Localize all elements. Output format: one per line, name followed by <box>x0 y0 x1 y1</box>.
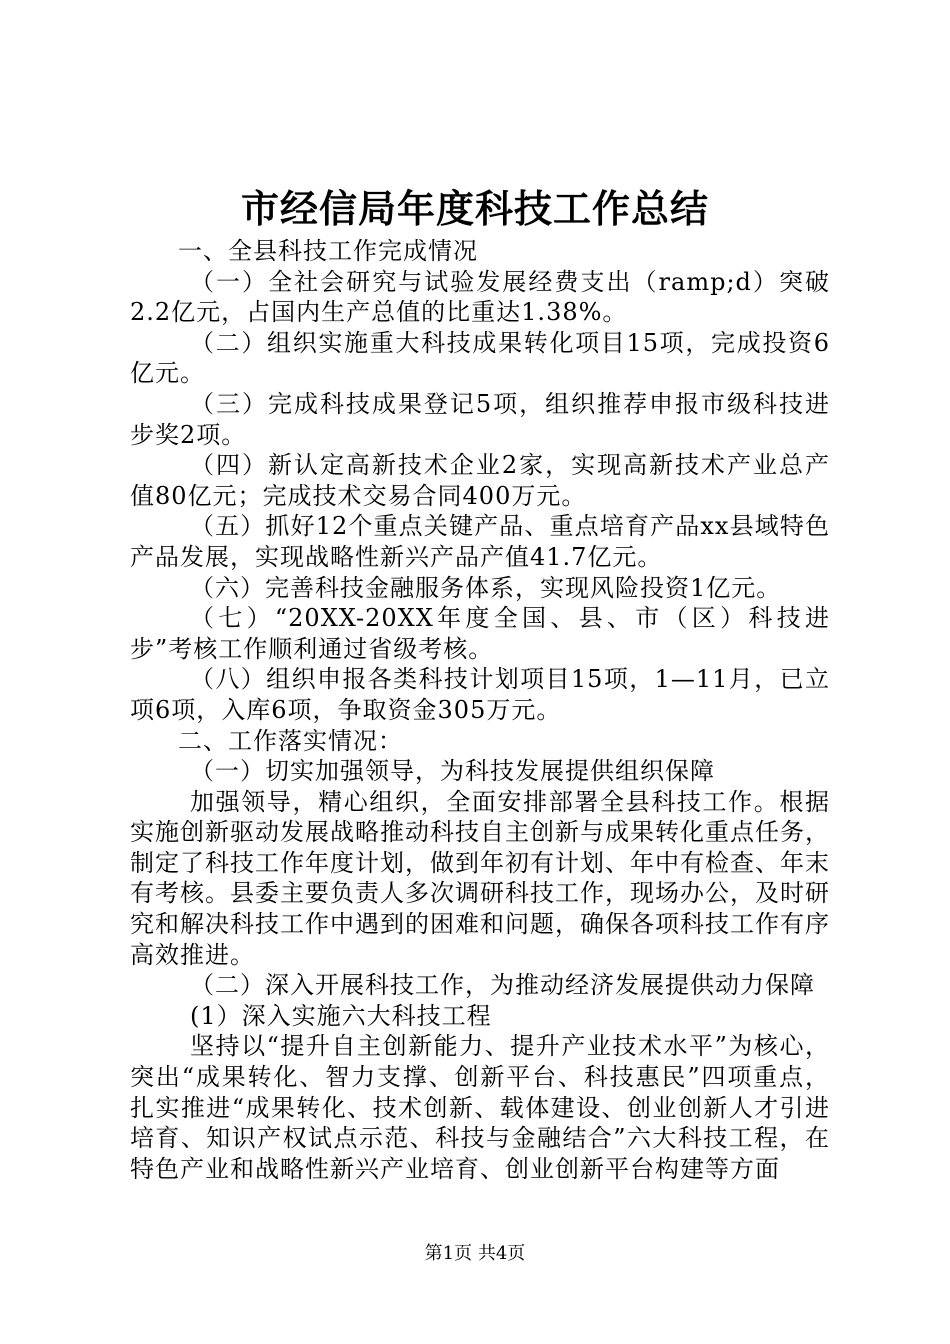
list-item: （五）抓好12个重点关键产品、重点培育产品xx县域特色产品发展，实现战略性新兴产品产值41.7亿元。 <box>130 512 830 571</box>
body-paragraph: 坚持以“提升自主创新能力、提升产业技术水平”为核心，突出“成果转化、智力支撑、创新平台、科技惠民”四项重点，扎实推进“成果转化、技术创新、载体建设、创业创新人才引进培育、知识产权试点示范、科技与金融结合”六大科技工程，在特色产业和战略性新兴产业培育、创业创新平台构建等方面 <box>130 1032 830 1183</box>
section-heading: 一、全县科技工作完成情况 <box>178 237 478 265</box>
list-item: （七）“20XX-20XX年度全国、县、市（区）科技进步”考核工作顺利通过省级考核。 <box>130 604 830 663</box>
list-item: （八）组织申报各类科技计划项目15项，1—11月，已立项6项，入库6项，争取资金305万元。 <box>130 665 830 724</box>
subsection-heading: （二）深入开展科技工作，为推动经济发展提供动力保障 <box>190 971 815 1000</box>
list-item: （二）组织实施重大科技成果转化项目15项，完成投资6亿元。 <box>130 328 830 388</box>
body-paragraph: 加强领导，精心组织，全面安排部署全县科技工作。根据实施创新驱动发展战略推动科技自主创新与成果转化重点任务，制定了科技工作年度计划，做到年初有计划、年中有检查、年末有考核。县委主要负责人多次调研科技工作，现场办公，及时研究和解决科技工作中遇到的困难和问题，确保各项科技工作有序高效推进。 <box>130 787 830 969</box>
subsection-heading: (1）深入实施六大科技工程 <box>190 1001 492 1030</box>
list-item: （六）完善科技金融服务体系，实现风险投资1亿元。 <box>190 573 782 602</box>
document-body <box>130 236 830 1184</box>
page-indicator: 第1页 共4页 <box>424 1243 526 1264</box>
document-title: 市经信局年度科技工作总结 <box>240 186 709 231</box>
list-item: （一）全社会研究与试验发展经费支出（ramp;d）突破2.2亿元，占国内生产总值的比重达1.38%。 <box>130 267 830 327</box>
section-heading: 二、工作落实情况： <box>178 726 403 755</box>
subsection-heading: （一）切实加强领导，为科技发展提供组织保障 <box>190 757 715 786</box>
list-item: （四）新认定高新技术企业2家，实现高新技术产业总产值80亿元；完成技术交易合同400万元。 <box>130 451 830 510</box>
list-item: （三）完成科技成果登记5项，组织推荐申报市级科技进步奖2项。 <box>130 389 830 449</box>
